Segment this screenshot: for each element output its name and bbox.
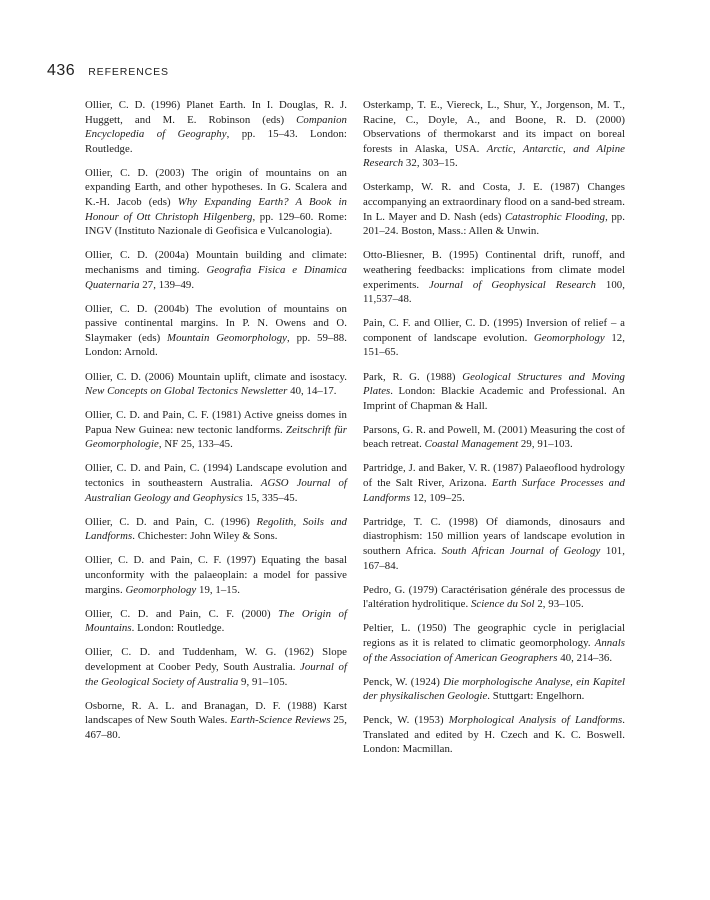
reference-text: 2, 93–105.	[534, 598, 584, 611]
reference-text: , pp. 15–43. London: Routledge.	[85, 128, 347, 155]
reference-text: Peltier, L. (1950) The geographic cycle in periglacial regions as it is related to climatic geomorphology.	[363, 622, 625, 649]
reference-entry	[363, 316, 625, 360]
page-number: 436	[47, 62, 76, 79]
reference-title-italic: Annals of the Association of American Geographers	[363, 636, 625, 664]
reference-text: Partridge, T. C. (1998) Of diamonds, dinosaurs and diastrophism: 150 million years of landscape evolution in southern Africa.	[363, 515, 625, 557]
reference-title-italic: Earth Surface Processes and Landforms	[363, 477, 625, 504]
reference-entry	[85, 699, 347, 743]
reference-title-italic: Why Expanding Earth? A Book in Honour of Ott Christoph Hilgenberg	[85, 196, 347, 223]
reference-text: Ollier, C. D. and Pain, C. F. (2000)	[85, 607, 279, 620]
reference-text: Ollier, C. D. (2004b) The evolution of mountains on passive continental margins. In P. N. Owens and O. Slaymaker (eds)	[85, 302, 347, 344]
reference-title-italic: Coastal Management	[424, 438, 519, 451]
reference-text: Osterkamp, W. R. and Costa, J. E. (1987) Changes accompanying an extraordinary flood on a sand-bed stream. In L. Mayer and D. Nash (eds)	[363, 181, 625, 223]
reference-entry	[363, 180, 625, 238]
left-column	[85, 98, 347, 767]
reference-text: , pp. 201–24. Boston, Mass.: Allen & Unwin.	[363, 210, 625, 238]
reference-entry	[85, 302, 347, 360]
reference-title-italic: Earth-Science Reviews	[230, 714, 331, 727]
reference-text: Ollier, C. D. and Pain, C. (1996)	[85, 515, 257, 528]
reference-title-italic: Regolith, Soils and Landforms	[85, 515, 347, 543]
reference-text: Pedro, G. (1979) Caractérisation générale des processus de l'altération hydrolitique.	[363, 583, 625, 611]
page-header	[47, 62, 169, 80]
reference-text: , pp. 59–88. London: Arnold.	[85, 331, 347, 359]
reference-title-italic: Journal of Geophysical Research	[429, 278, 596, 291]
references-columns	[85, 98, 626, 767]
reference-entry	[363, 461, 625, 505]
reference-entry	[363, 98, 625, 171]
reference-title-italic: The Origin of Mountains	[85, 607, 347, 635]
reference-title-italic: Mountain Geomorphology	[167, 331, 288, 344]
reference-entry	[363, 621, 625, 665]
reference-entry	[85, 607, 347, 636]
reference-text: Ollier, C. D. and Pain, C. F. (1997) Equating the basal unconformity with the palaeoplain: a model for passive margins.	[85, 554, 347, 596]
reference-text: Ollier, C. D. and Pain, C. (1994) Landscape evolution and tectonics in southeastern Australia.	[85, 462, 347, 490]
reference-entry	[85, 370, 347, 399]
reference-entry	[85, 645, 347, 689]
reference-text: Parsons, G. R. and Powell, M. (2001) Measuring the cost of beach retreat.	[363, 423, 625, 451]
reference-entry	[85, 461, 347, 505]
reference-entry	[85, 166, 347, 239]
reference-text: Partridge, J. and Baker, V. R. (1987) Palaeoflood hydrology of the Salt River, Arizona.	[363, 462, 625, 490]
reference-text: 32, 303–15.	[403, 157, 458, 170]
reference-text: Ollier, C. D. and Tuddenham, W. G. (1962) Slope development at Coober Pedy, South Australia.	[85, 646, 347, 673]
reference-text: Ollier, C. D. (2004a) Mountain building and climate: mechanisms and timing.	[85, 249, 347, 276]
reference-text: 9, 91–105.	[238, 675, 288, 688]
reference-text: 25, 467–80.	[85, 714, 348, 741]
reference-text: Osborne, R. A. L. and Branagan, D. F. (1988) Karst landscapes of New South Wales.	[85, 699, 347, 727]
reference-title-italic: Geografia Fisica e Dinamica Quaternaria	[85, 263, 347, 291]
reference-text: Ollier, C. D. and Pain, C. F. (1981) Active gneiss domes in Papua New Guinea: new tectonic landforms.	[85, 409, 347, 436]
reference-title-italic: Morphological Analysis of Landforms	[448, 714, 623, 727]
reference-text: . Chichester: John Wiley & Sons.	[132, 530, 278, 543]
reference-title-italic: Companion Encyclopedia of Geography	[85, 113, 347, 141]
reference-entry	[363, 515, 625, 573]
reference-title-italic: Geomorphology	[533, 331, 605, 344]
reference-text: 29, 91–103.	[518, 438, 573, 451]
reference-text: . Translated and edited by H. Czech and K. C. Boswell. London: Macmillan.	[363, 714, 625, 756]
reference-text: 19, 1–15.	[196, 583, 240, 596]
reference-entry	[363, 370, 625, 414]
reference-text: 40, 14–17.	[287, 385, 337, 398]
reference-text: Ollier, C. D. (2003) The origin of mountains on an expanding Earth, and other hypotheses. In G. Scalera and K.-H. Jacob (eds)	[85, 166, 347, 209]
reference-entry	[85, 553, 347, 597]
reference-entry	[85, 98, 347, 156]
reference-text: , NF 25, 133–45.	[158, 438, 233, 451]
reference-title-italic: New Concepts on Global Tectonics Newsletter	[85, 385, 288, 398]
reference-entry	[363, 248, 625, 306]
reference-text: , pp. 129–60. Rome: INGV (Instituto Nazionale di Geofisica e Vulcanologia).	[85, 210, 347, 238]
reference-text: Penck, W. (1953)	[363, 714, 449, 727]
reference-title-italic: South African Journal of Geology	[441, 544, 601, 557]
reference-text: 101, 167–84.	[363, 544, 626, 572]
reference-title-italic: AGSO Journal of Australian Geology and Geophysics	[85, 477, 347, 504]
reference-title-italic: Science du Sol	[470, 598, 535, 611]
reference-text: Pain, C. F. and Ollier, C. D. (1995) Inversion of relief – a component of landscape evolution.	[363, 317, 625, 344]
reference-title-italic: Geomorphology	[125, 583, 197, 596]
right-column	[363, 98, 625, 767]
reference-entry	[85, 408, 347, 452]
reference-entry	[363, 675, 625, 704]
reference-entry	[363, 713, 625, 757]
running-head: REFERENCES	[88, 66, 169, 78]
reference-text: 15, 335–45.	[242, 491, 298, 504]
reference-entry	[85, 248, 347, 292]
reference-text: Penck, W. (1924)	[363, 675, 444, 688]
reference-text: 27, 139–49.	[139, 278, 195, 291]
reference-text: . London: Routledge.	[131, 622, 225, 635]
reference-text: Park, R. G. (1988)	[363, 370, 463, 383]
reference-text: 12, 109–25.	[410, 491, 465, 504]
reference-entry	[363, 423, 625, 452]
reference-text: Ollier, C. D. (2006) Mountain uplift, climate and isostacy.	[85, 370, 347, 383]
reference-text: Osterkamp, T. E., Viereck, L., Shur, Y., Jorgenson, M. T., Racine, C., Doyle, A., and Boone, R. D. (2000) Observations of thermokarst and its impact on boreal forests in Alaska, USA.	[363, 99, 625, 155]
reference-text: . Stuttgart: Engelhorn.	[487, 690, 585, 703]
reference-entry	[85, 515, 347, 544]
reference-entry	[363, 583, 625, 612]
reference-title-italic: Arctic, Antarctic, and Alpine Research	[363, 142, 625, 170]
reference-title-italic: Geological Structures and Moving Plates	[363, 370, 625, 398]
reference-text: Ollier, C. D. (1996) Planet Earth. In I. Douglas, R. J. Huggett, and M. E. Robinson (eds)	[85, 99, 347, 126]
reference-title-italic: Die morphologische Analyse, ein Kapitel der physikalischen Geologie	[363, 675, 625, 703]
reference-title-italic: Journal of the Geological Society of Australia	[85, 661, 347, 688]
reference-title-italic: Catastrophic Flooding	[505, 210, 606, 223]
reference-text: Otto-Bliesner, B. (1995) Continental drift, runoff, and weathering feedbacks: implications from climate model experiments.	[363, 249, 625, 291]
reference-text: 100, 11,537–48.	[363, 278, 626, 306]
reference-text: 40, 214–36.	[557, 651, 613, 664]
reference-text: . London: Blackie Academic and Professional. An Imprint of Chapman & Hall.	[363, 385, 625, 412]
reference-text: 12, 151–65.	[363, 331, 625, 359]
reference-title-italic: Zeitschrift für Geomorphologie	[85, 423, 347, 451]
